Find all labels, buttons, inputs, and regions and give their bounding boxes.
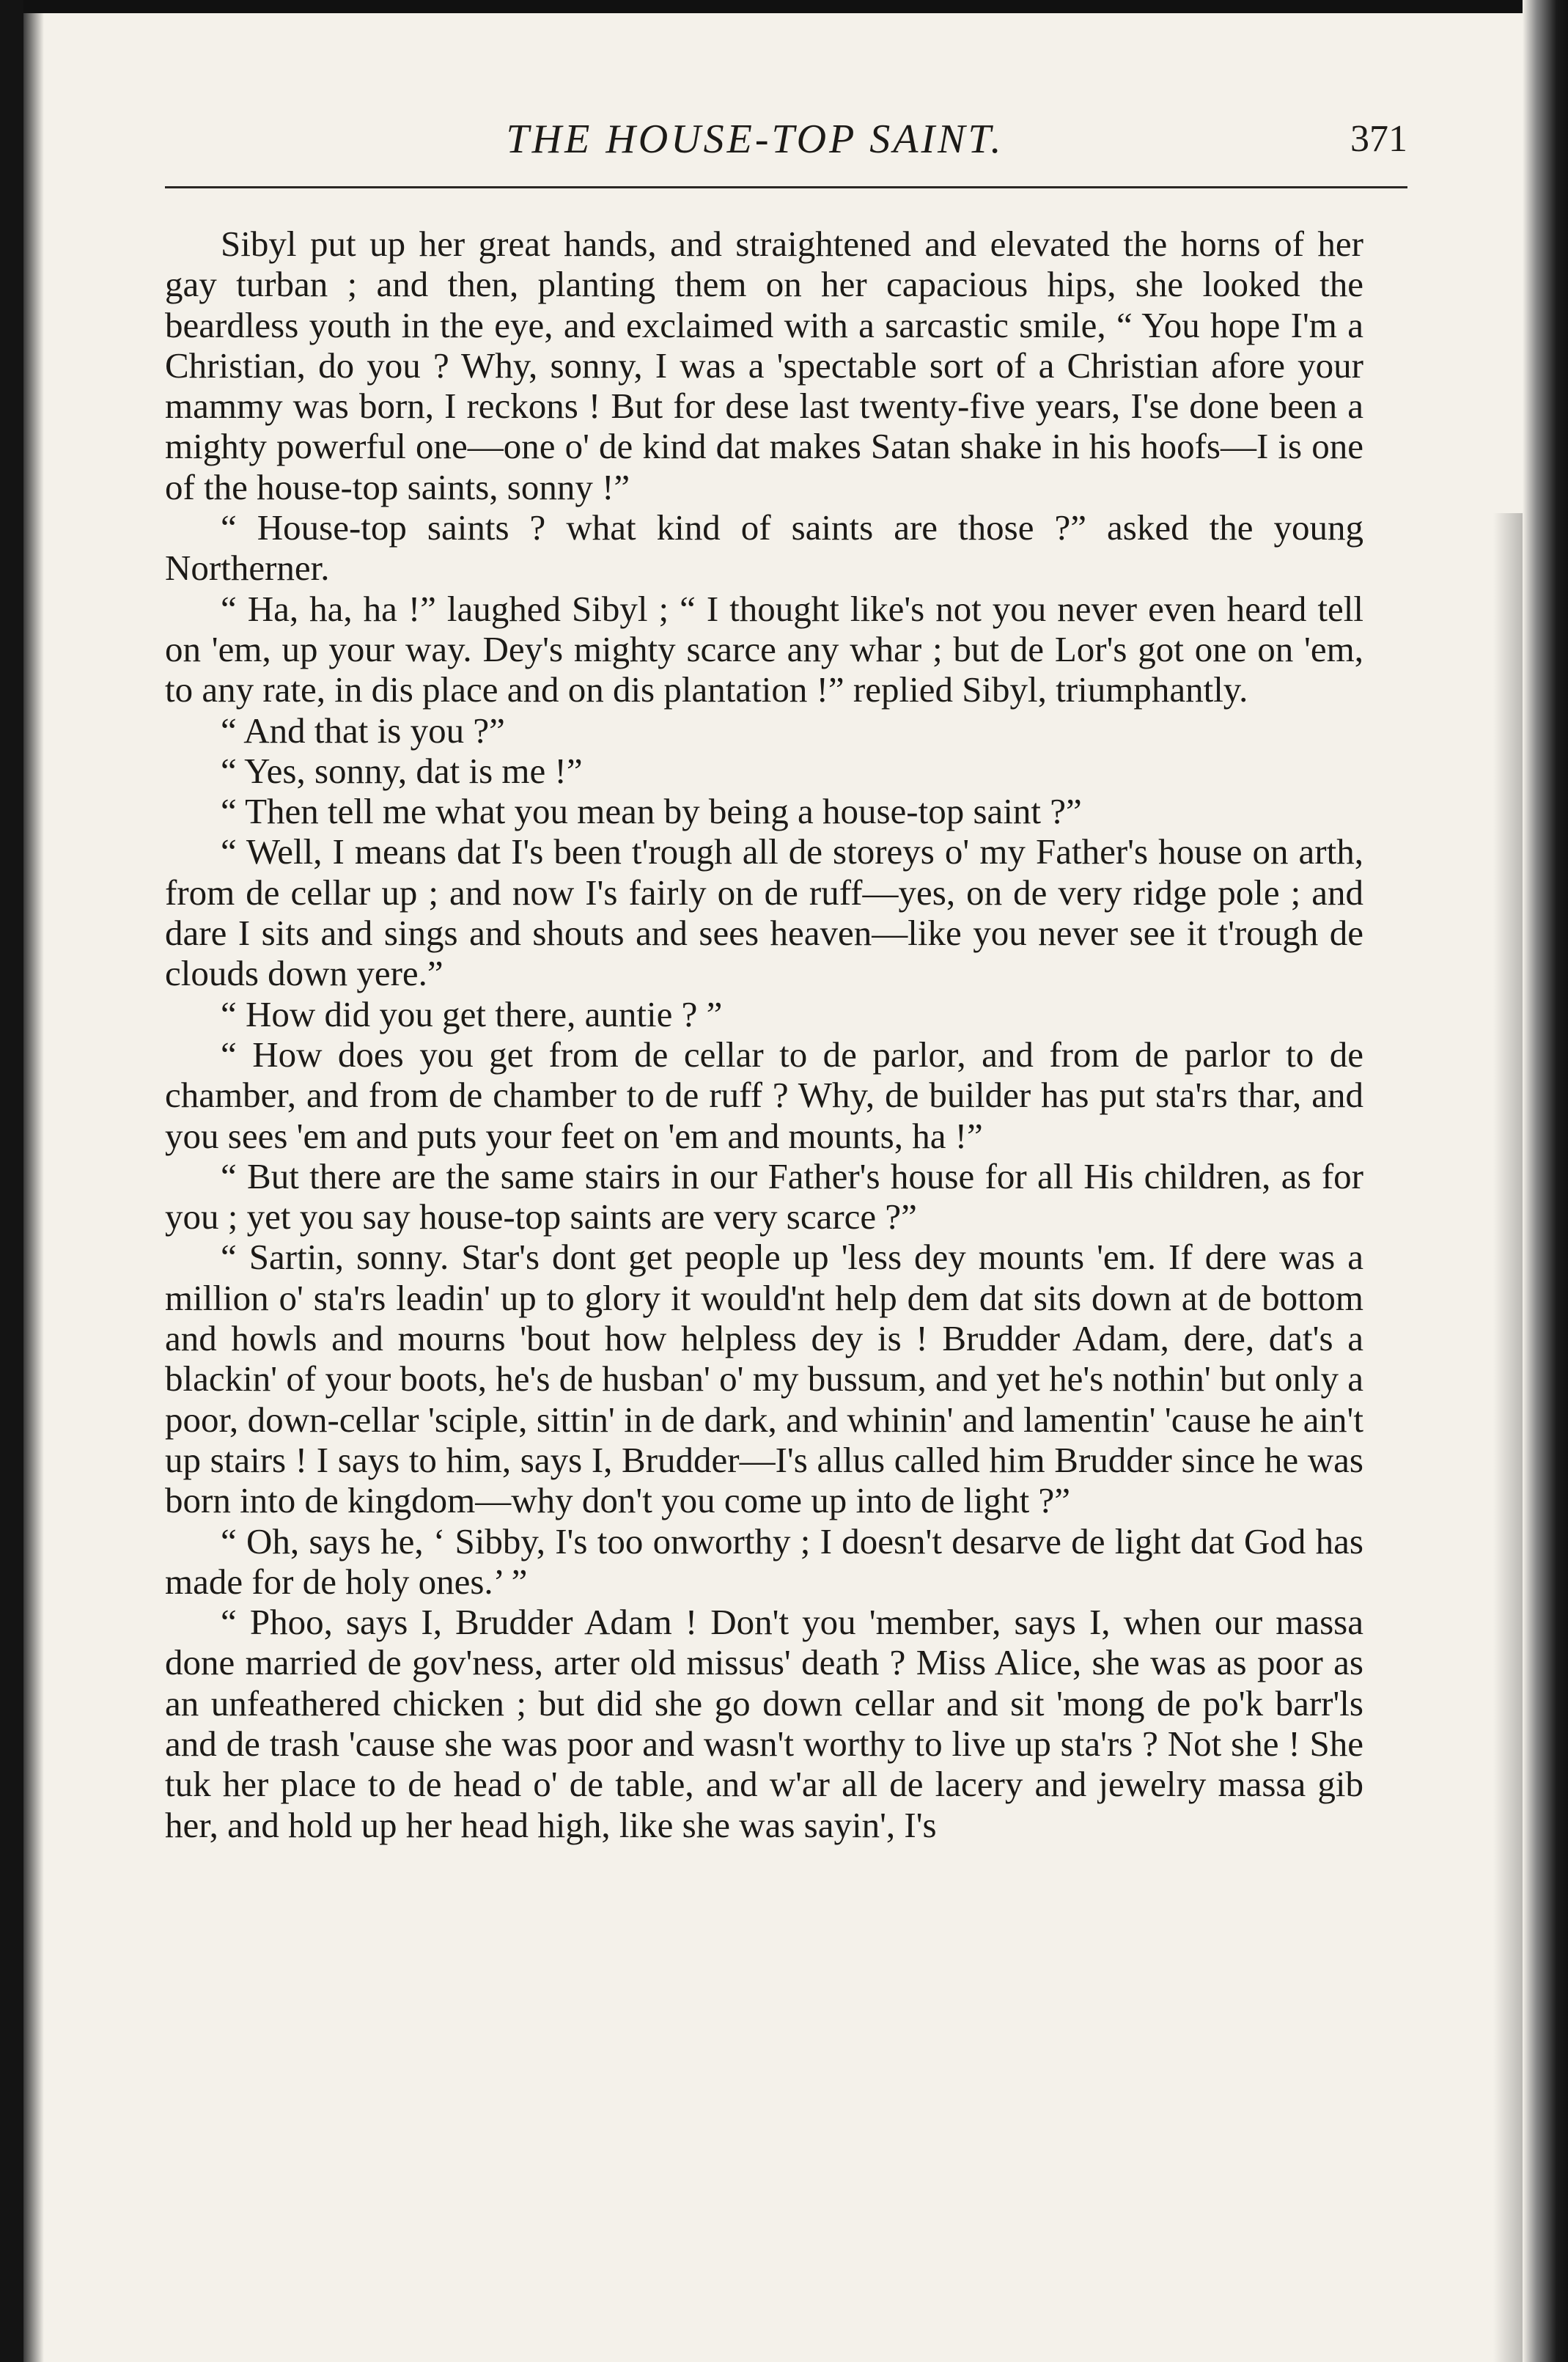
paragraph: “ Well, I means dat I's been t'rough all de storeys o' my Father's house on arth, from de cellar up ; and now I's fairly on de ruff—yes, on de very ridge pole ; and dare I sits and sings and shouts and sees heaven—like you never see it t'rough de clouds down yere.” <box>165 831 1363 994</box>
paragraph: Sibyl put up her great hands, and straightened and elevated the horns of her gay turban ; and then, planting them on her capacious hips, she looked the beardless youth in the eye, and exclaimed with a sarcastic smile, “ You hope I'm a Christian, do you ? Why, sonny, I was a 'spectable sort of a Christian afore your mammy was born, I reckons ! But for dese last twenty-five years, I'se done been a mighty powerful one—one o' de kind dat makes Satan shake in his hoofs—I is one of the house-top saints, sonny !” <box>165 224 1363 507</box>
paragraph: “ Then tell me what you mean by being a house-top saint ?” <box>221 791 1082 832</box>
running-head <box>161 110 1407 169</box>
scan-edge-right <box>1523 0 1568 2362</box>
paragraph: “ Phoo, says I, Brudder Adam ! Don't you 'member, says I, when our massa done married de gov'ness, arter old missus' death ? Miss Alice, she was as poor as an unfeathered chicken ; but did she go down cellar and sit 'mong de po'k barr'ls and de trash 'cause she was poor and wasn't worthy to live up sta'rs ? Not she ! She tuk her place to de head o' de table, and w'ar all de lacery and jewelry massa gib her, and hold up her head high, like she was sayin', I's <box>165 1602 1363 1845</box>
header-rule <box>165 186 1407 188</box>
paragraph: “ House-top saints ? what kind of saints are those ?” asked the young Northerner. <box>165 507 1363 589</box>
paragraph: “ Oh, says he, ‘ Sibby, I's too onworthy ; I doesn't desarve de light dat God has made for de holy ones.’ ” <box>165 1520 1363 1602</box>
scan-edge-right-shadow <box>1493 513 1523 2362</box>
scan-edge-top <box>0 0 1568 13</box>
paragraph: “ And that is you ?” <box>221 710 505 751</box>
paragraph: “ Sartin, sonny. Star's dont get people up 'less dey mounts 'em. If dere was a million o' sta'rs leadin' up to glory it would'nt help dem dat sits down at de bottom and howls and mourns 'bout how helpless dey is ! Brudder Adam, dere, dat's a blackin' of your boots, he's de husban' o' my bussum, and yet he's nothin' but only a poor, down-cellar 'sciple, sittin' in de dark, and whinin' and lamentin' 'cause he ain't up stairs ! I says to him, says I, Brudder—I's allus called him Brudder since he was born into de kingdom—why don't you come up into de light ?” <box>165 1237 1363 1521</box>
paragraph: “ How did you get there, auntie ? ” <box>221 993 723 1034</box>
scan-edge-left <box>0 0 23 2362</box>
running-title: THE HOUSE-TOP SAINT. <box>506 117 1004 162</box>
page-number: 371 <box>1350 118 1407 160</box>
paragraph: “ Yes, sonny, dat is me !” <box>221 750 583 791</box>
paragraph: “ But there are the same stairs in our Father's house for all His children, as for you ; yet you say house-top saints are very scarce ?” <box>165 1155 1363 1237</box>
body-text <box>165 224 1363 1845</box>
scan-edge-left-shadow <box>23 13 44 2362</box>
paragraph: “ Ha, ha, ha !” laughed Sibyl ; “ I thought like's not you never even heard tell on 'em, up your way. Dey's mighty scarce any whar ; but de Lor's got one on 'em, to any rate, in dis place and on dis plantation !” replied Sibyl, triumphantly. <box>165 588 1363 710</box>
paragraph: “ How does you get from de cellar to de parlor, and from de parlor to de chamber, and from de chamber to de ruff ? Why, de builder has put sta'rs thar, and you sees 'em and puts your feet on 'em and mounts, ha !” <box>165 1034 1363 1156</box>
